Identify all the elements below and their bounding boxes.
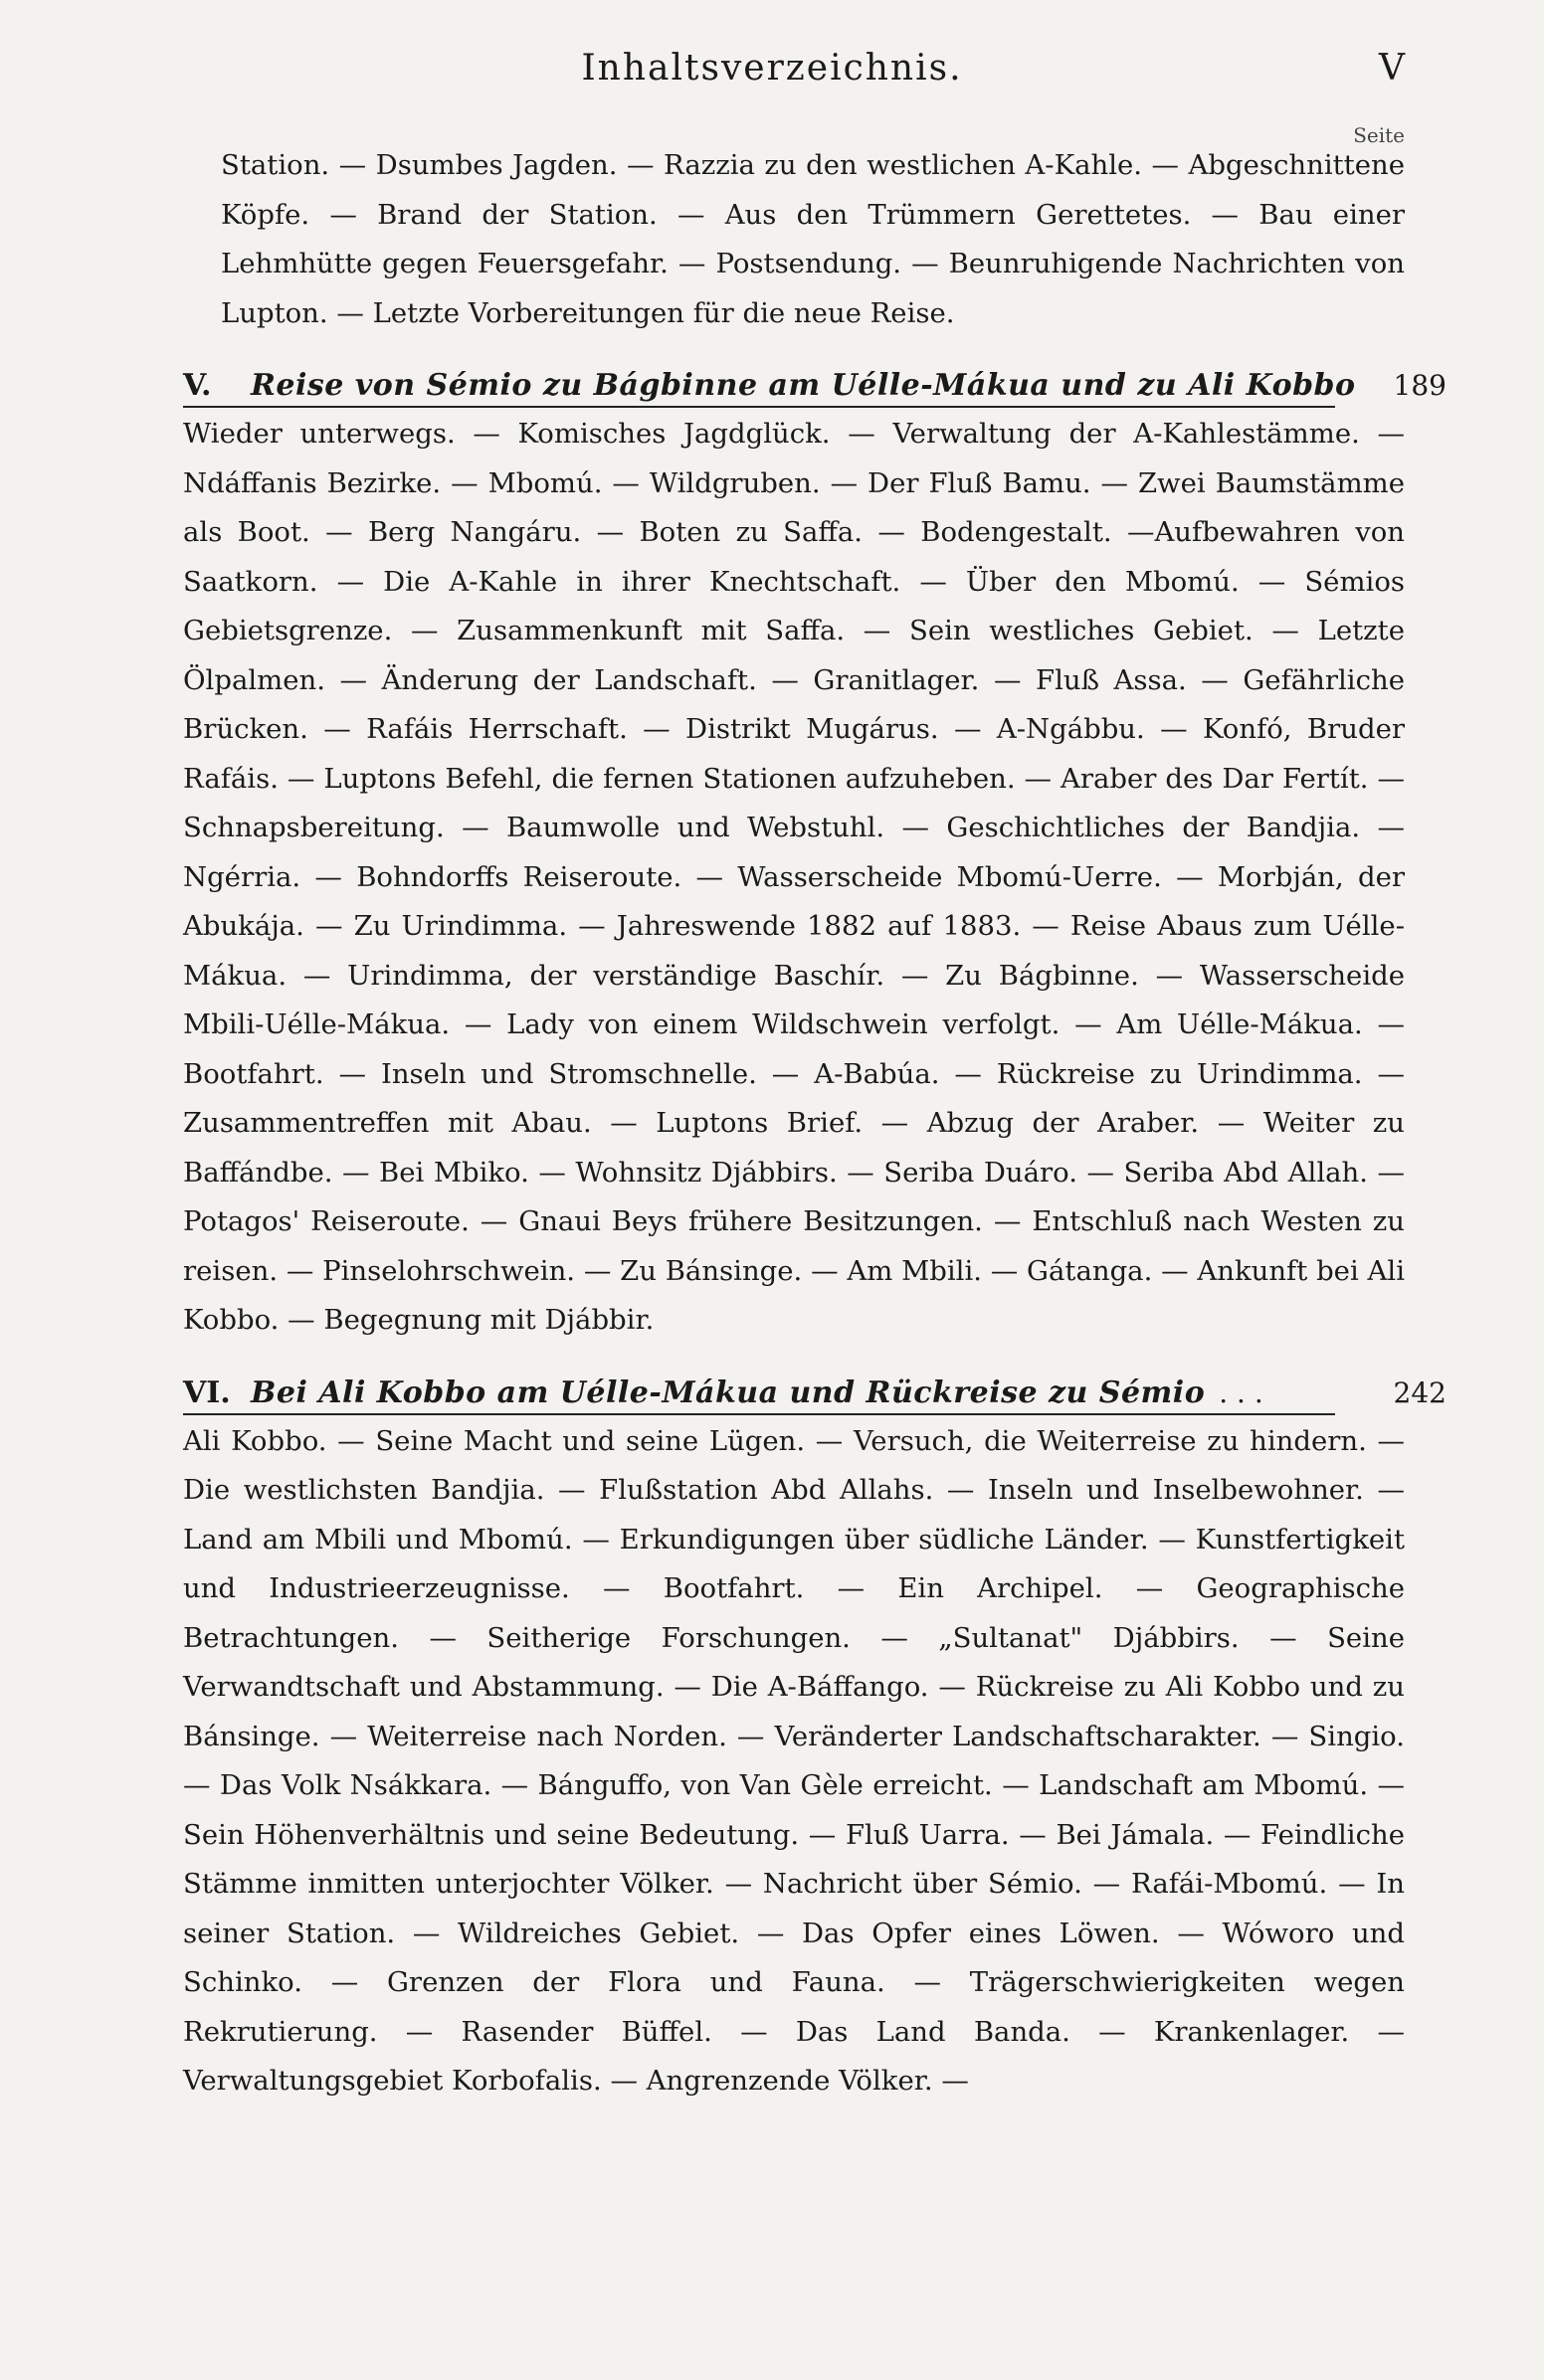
chapter-number: V. bbox=[183, 368, 212, 403]
toc-content bbox=[183, 141, 1447, 2106]
page-number: V bbox=[1379, 48, 1405, 89]
intro-paragraph: Station. — Dsumbes Jagden. — Razzia zu den westlichen A-Kahle. — Abgeschnittene Köpfe. — Brand der Station. — Aus den Trümmern Gerettetes. — Bau einer Lehmhütte gegen Feuersgefahr. — Postsendung. — Beunruhigende Nachrichten von Lupton. — Letzte Vorbereitungen für die neue Reise. bbox=[221, 149, 1405, 329]
running-title: Inhaltsverzeichnis. bbox=[581, 48, 963, 89]
chapter-underline bbox=[183, 1413, 1335, 1415]
chapter-leader-dots: . . . bbox=[1219, 1375, 1263, 1409]
chapter-page: 189 bbox=[1393, 369, 1447, 402]
chapter-title: Bei Ali Kobbo am Uélle-Mákua und Rückreise zu Sémio bbox=[251, 1374, 1206, 1410]
chapter-title: Reise von Sémio zu Bágbinne am Uélle-Mákua und zu Ali Kobbo bbox=[251, 368, 1356, 403]
chapter-heading-v bbox=[183, 352, 1447, 410]
chapter-number: VI. bbox=[183, 1374, 231, 1410]
chapter-summary: Wieder unterwegs. — Komisches Jagdglück. — Verwaltung der A-Kahlestämme. — Ndáffanis Bezirke. — Mbomú. — Wildgruben. — Der Fluß Bamu. — Zwei Baumstämme als Boot. — Berg Nangáru. — Boten zu Saffa. — Bodengestalt. —Aufbewahren von Saatkorn. — Die A-Kahle in ihrer Knechtschaft. — Über den Mbomú. — Sémios Gebietsgrenze. — Zusammenkunft mit Saffa. — Sein westliches Gebiet. — Letzte Ölpalmen. — Änderung der Landschaft. — Granitlager. — Fluß Assa. — Gefährliche Brücken. — Rafáis Herrschaft. — Distrikt Mugárus. — A-Ngábbu. — Konfó, Bruder Rafáis. — Luptons Befehl, die fernen Stationen aufzuheben. — Araber des Dar Fertít. — Schnapsbereitung. — Baumwolle und Webstuhl. — Geschichtliches der Bandjia. — Ngérria. — Bohndorffs Reiseroute. — Wasserscheide Mbomú-Uerre. — Morbján, der Abukája. — Zu Urindimma. — Jahreswende 1882 auf 1883. — Reise Abaus zum Uélle-Mákua. — Urindimma, der verständige Baschír. — Zu Bágbinne. — Wasserscheide Mbili-Uélle-Mákua. — Lady von einem Wildschwein verfolgt. — Am Uélle-Mákua. — Bootfahrt. — Inseln und Stromschnelle. — A-Babúa. — Rückreise zu Urindimma. — Zusammentreffen mit Abau. — Luptons Brief. — Abzug der Araber. — Weiter zu Baffándbe. — Bei Mbiko. — Wohnsitz Djábbirs. — Seriba Duáro. — Seriba Abd Allah. — Potagos' Reiseroute. — Gnaui Beys frühere Besitzungen. — Entschluß nach Westen zu reisen. — Pinselohrschwein. — Zu Bánsinge. — Am Mbili. — Gátanga. — Ankunft bei Ali Kobbo. — Begegnung mit Djábbir. bbox=[183, 418, 1405, 1336]
chapter-page: 242 bbox=[1393, 1375, 1447, 1409]
page-header bbox=[0, 48, 1544, 97]
chapter-underline bbox=[183, 406, 1335, 408]
seite-label: Seite bbox=[1353, 123, 1405, 147]
chapter-heading-vi bbox=[183, 1360, 1447, 1417]
chapter-summary: Ali Kobbo. — Seine Macht und seine Lügen. — Versuch, die Weiterreise zu hindern. — Die westlichsten Bandjia. — Flußstation Abd Allahs. — Inseln und Inselbewohner. — Land am Mbili und Mbomú. — Erkundigungen über südliche Länder. — Kunstfertigkeit und Industrieerzeugnisse. — Bootfahrt. — Ein Archipel. — Geographische Betrachtungen. — Seitherige Forschungen. — „Sultanat" Djábbirs. — Seine Verwandtschaft und Abstammung. — Die A-Báffango. — Rückreise zu Ali Kobbo und zu Bánsinge. — Weiterreise nach Norden. — Veränderter Landschaftscharakter. — Singio. — Das Volk Nsákkara. — Bánguffo, von Van Gèle erreicht. — Landschaft am Mbomú. — Sein Höhenverhältnis und seine Bedeutung. — Fluß Uarra. — Bei Jámala. — Feindliche Stämme inmitten unterjochter Völker. — Nachricht über Sémio. — Rafái-Mbomú. — In seiner Station. — Wildreiches Gebiet. — Das Opfer eines Löwen. — Wóworo und Schinko. — Grenzen der Flora und Fauna. — Trägerschwierigkeiten wegen Rekrutierung. — Rasender Büffel. — Das Land Banda. — Krankenlager. — Verwaltungsgebiet Korbofalis. — Angrenzende Völker. — bbox=[183, 1424, 1405, 2097]
